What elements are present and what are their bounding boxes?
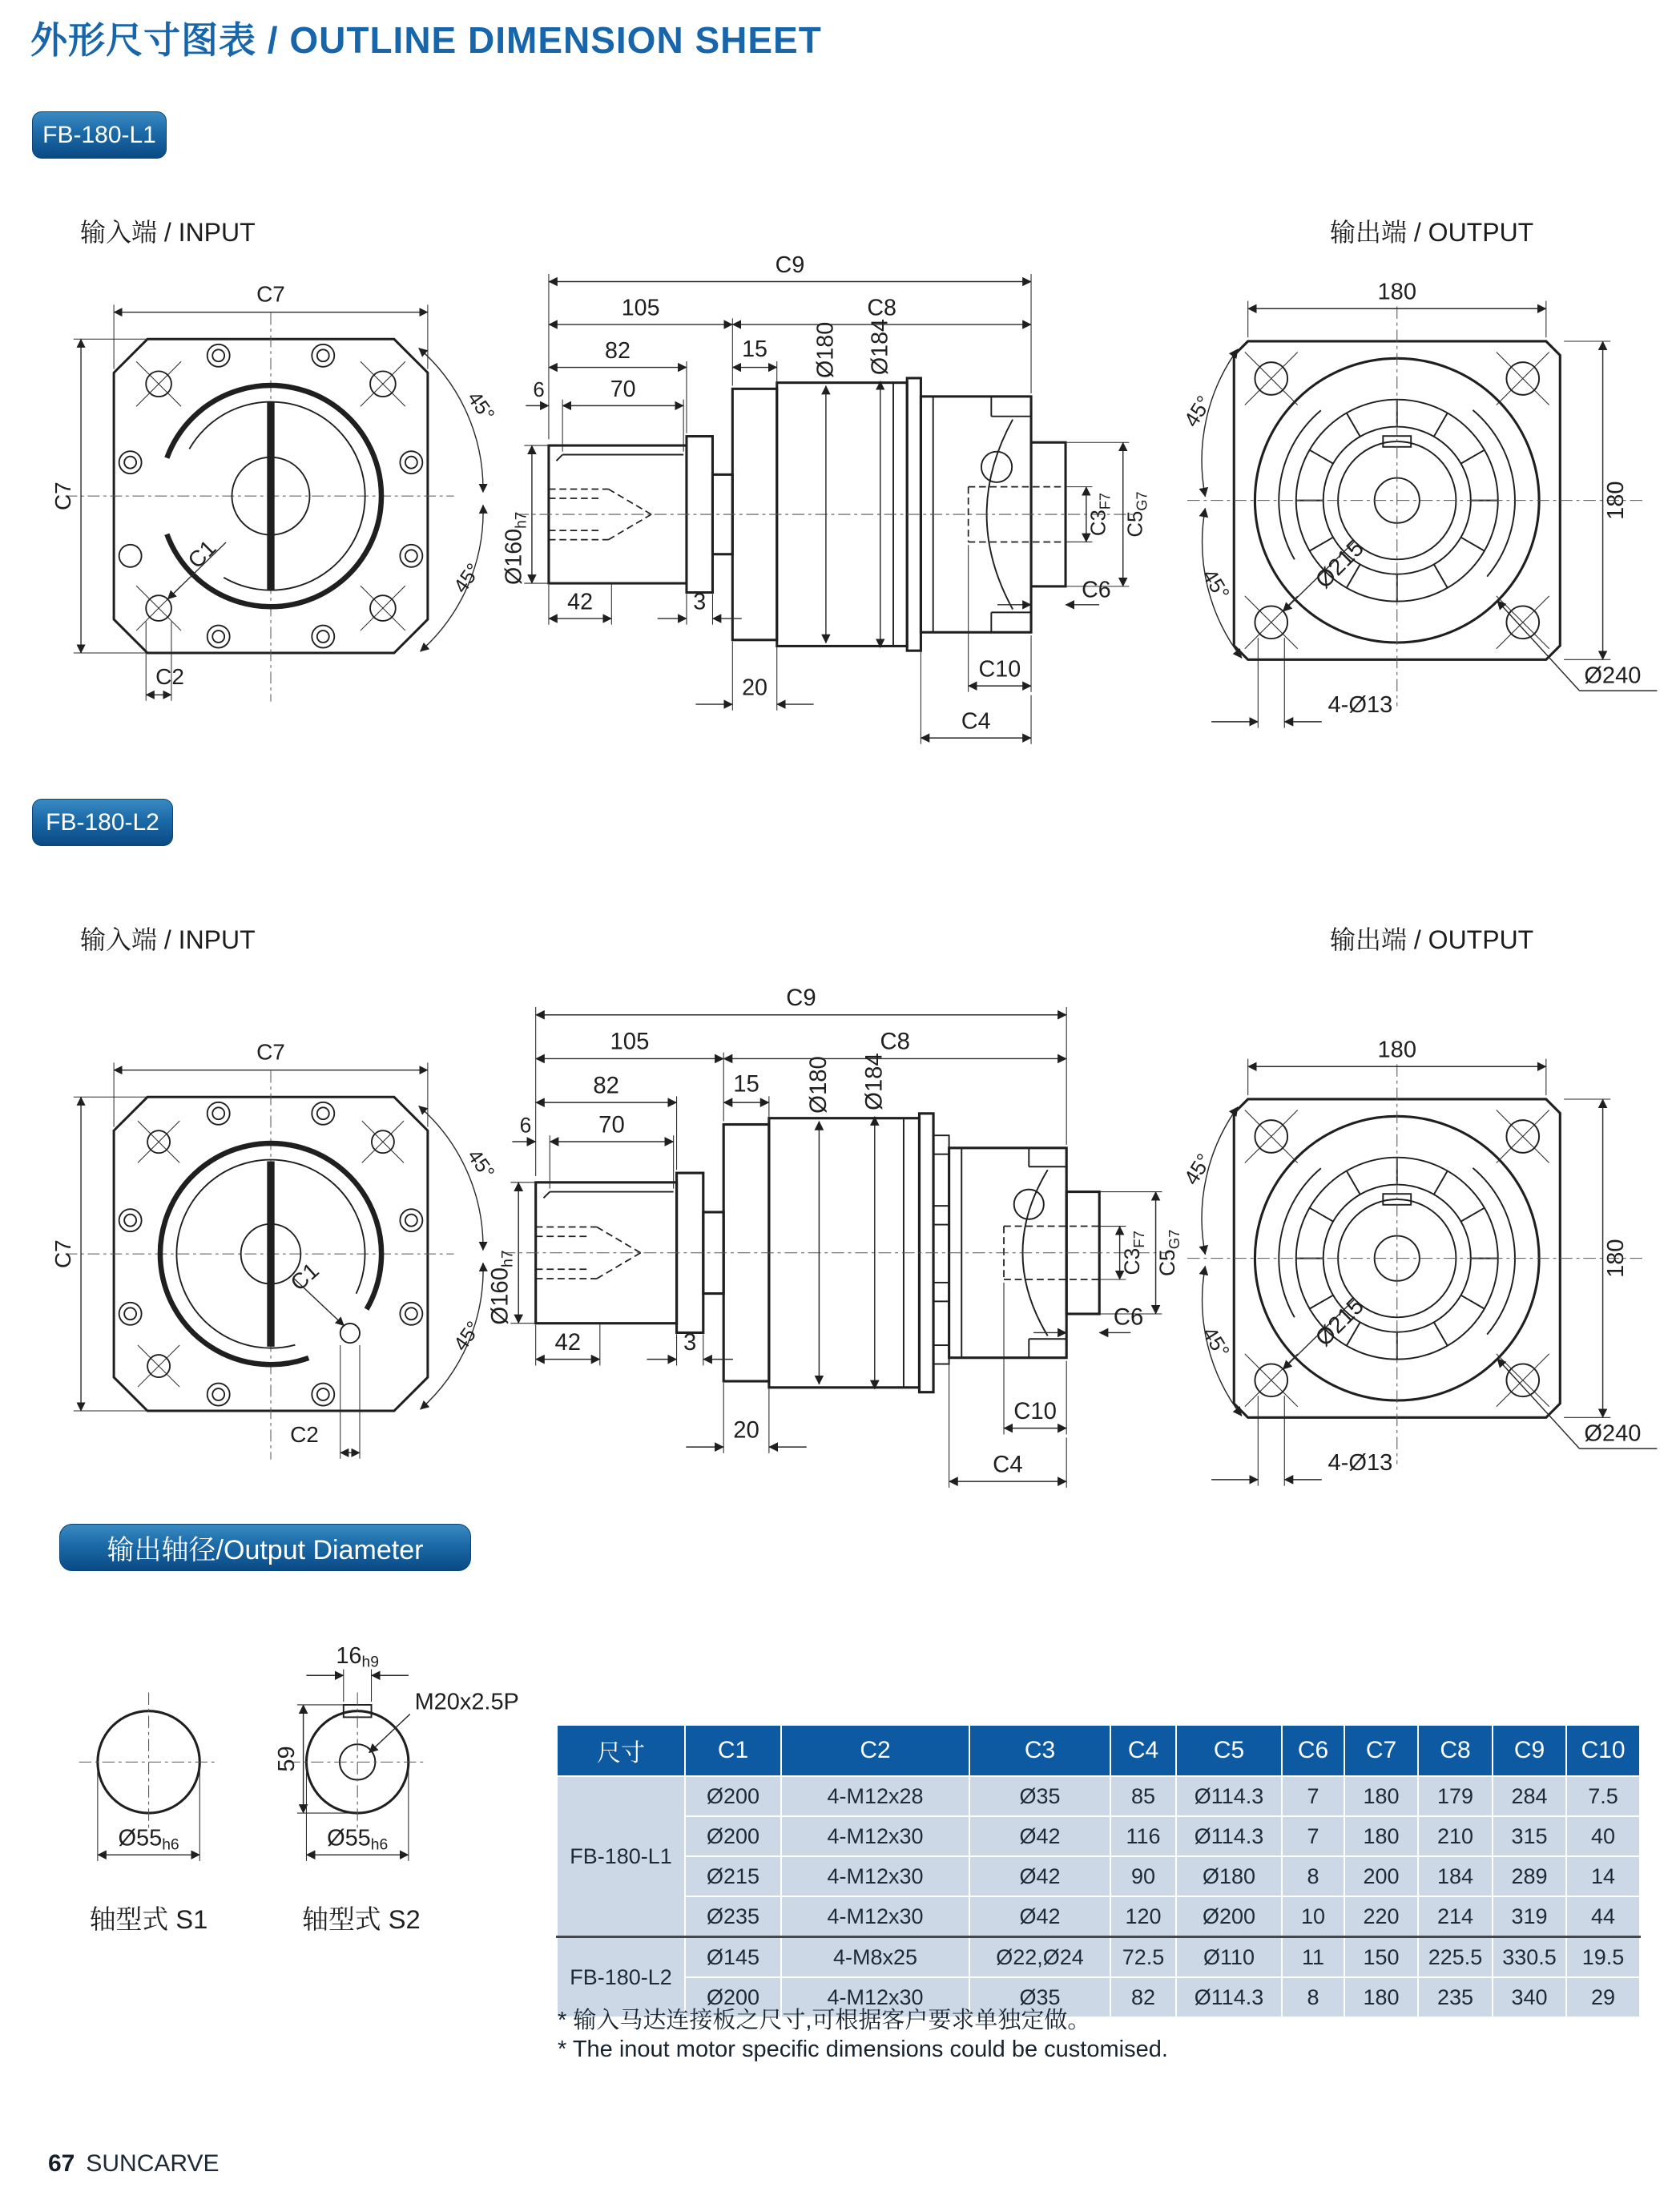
table-cell: Ø200 xyxy=(685,1776,781,1816)
table-cell: 235 xyxy=(1418,1977,1493,2017)
column-header-size: 尺寸 xyxy=(557,1725,685,1776)
dim-dia180: Ø180 xyxy=(812,321,839,378)
l2-input-label: 输入端 / INPUT xyxy=(80,925,256,954)
shaft-s1 xyxy=(79,1693,219,1934)
dim-dia240: Ø240 xyxy=(1584,1420,1642,1447)
dim-c4: C4 xyxy=(961,708,991,735)
dim-c2: C2 xyxy=(290,1422,319,1448)
dim-45-bot: 45° xyxy=(449,559,485,598)
dim-20: 20 xyxy=(733,1416,759,1444)
dimensions xyxy=(50,1040,499,1459)
dimension-table xyxy=(556,1724,1641,2018)
dim-c10: C10 xyxy=(978,656,1021,683)
table-cell: 220 xyxy=(1344,1896,1418,1937)
table-cell: 120 xyxy=(1110,1896,1176,1937)
group-label-fb-180-l2: FB-180-L2 xyxy=(557,1937,685,2018)
dim-3: 3 xyxy=(683,1328,697,1356)
table-cell: Ø42 xyxy=(969,1856,1110,1896)
table-cell: Ø110 xyxy=(1176,1937,1282,1978)
l1-output-drawing xyxy=(1160,240,1673,768)
dim-c3f7: $C3_{F7}$ xyxy=(1120,1231,1147,1275)
footnote-zh: * 输入马达连接板之尺寸,可根据客户要求单独定做。 xyxy=(558,2008,1091,2033)
dim-c1: C1 xyxy=(183,535,221,574)
table-cell: Ø145 xyxy=(685,1937,781,1978)
dim-59: 59 xyxy=(274,1746,300,1772)
model-badge-fb-180-l1: FB-180-L1 xyxy=(32,111,167,159)
table-cell: 72.5 xyxy=(1110,1937,1176,1978)
table-cell: 116 xyxy=(1110,1816,1176,1856)
table-cell: 180 xyxy=(1344,1816,1418,1856)
column-header-c10: C10 xyxy=(1566,1725,1640,1776)
table-row xyxy=(557,1937,1640,1978)
table-cell: 90 xyxy=(1110,1856,1176,1896)
dimensions xyxy=(487,985,1182,1488)
dim-45-top: 45° xyxy=(462,1145,499,1183)
table-cell: 210 xyxy=(1418,1816,1493,1856)
l2-input-drawing xyxy=(46,1000,499,1478)
table-header-row xyxy=(557,1725,1640,1776)
page-number: 67 xyxy=(48,2150,75,2177)
table-cell: 284 xyxy=(1493,1776,1566,1816)
table-cell: 40 xyxy=(1566,1816,1640,1856)
dim-c5g7: $C5_{G7}$ xyxy=(1124,491,1150,538)
dim-c1: C1 xyxy=(285,1258,324,1296)
shaft-s2 xyxy=(274,1643,519,1934)
dim-180-top: 180 xyxy=(1377,279,1417,305)
page-title: 外形尺寸图表 / OUTLINE DIMENSION SHEET xyxy=(30,19,822,61)
shaft-type-s2-caption: 轴型式 S2 xyxy=(302,1904,421,1934)
dim-dia240: Ø240 xyxy=(1584,663,1642,689)
table-cell: 319 xyxy=(1493,1896,1566,1937)
dim-4xdia13: 4-Ø13 xyxy=(1327,692,1393,719)
dim-dia55-s2: Ø55h6 xyxy=(327,1825,389,1854)
dim-dia215: Ø215 xyxy=(1311,535,1369,594)
dim-dia215: Ø215 xyxy=(1311,1293,1369,1352)
table-cell: 315 xyxy=(1493,1816,1566,1856)
table-cell: 184 xyxy=(1418,1856,1493,1896)
table-cell: 4-M12x30 xyxy=(781,1856,969,1896)
dim-15: 15 xyxy=(742,336,767,363)
dim-45-bot: 45° xyxy=(449,1317,485,1356)
column-header-c8: C8 xyxy=(1418,1725,1493,1776)
dim-45-top: 45° xyxy=(462,387,499,425)
l2-output-label: 输出端 / OUTPUT xyxy=(1330,925,1534,954)
dim-c3f7: $C3_{F7}$ xyxy=(1087,492,1114,537)
flange-outline xyxy=(1187,1064,1646,1464)
dim-c7-top: C7 xyxy=(256,281,285,307)
column-header-c9: C9 xyxy=(1493,1725,1566,1776)
table-cell: 7.5 xyxy=(1566,1776,1640,1816)
table-cell: 340 xyxy=(1493,1977,1566,2017)
table-cell: Ø22,Ø24 xyxy=(969,1937,1110,1978)
l2-output-drawing xyxy=(1160,998,1673,1526)
dim-c8: C8 xyxy=(867,295,896,321)
table-cell: 4-M8x25 xyxy=(781,1937,969,1978)
l1-output-label: 输出端 / OUTPUT xyxy=(1330,218,1534,247)
table-cell: Ø200 xyxy=(685,1977,781,2017)
flange-outline xyxy=(1187,306,1646,706)
dim-c7-left: C7 xyxy=(50,1239,76,1269)
dim-c7-top: C7 xyxy=(256,1039,285,1065)
dim-45-top: 45° xyxy=(1178,1149,1217,1190)
column-header-c4: C4 xyxy=(1110,1725,1176,1776)
shaft-type-s1-caption: 轴型式 S1 xyxy=(89,1904,208,1934)
table-cell: Ø35 xyxy=(969,1977,1110,2017)
dim-c10: C10 xyxy=(1013,1397,1057,1424)
table-cell: 200 xyxy=(1344,1856,1418,1896)
column-header-c5: C5 xyxy=(1176,1725,1282,1776)
table-cell: Ø200 xyxy=(685,1816,781,1856)
dim-dia184: Ø184 xyxy=(860,1053,888,1110)
dim-3: 3 xyxy=(693,589,707,615)
dim-dia55-s1: Ø55h6 xyxy=(118,1825,179,1854)
column-header-c2: C2 xyxy=(781,1725,969,1776)
table-cell: 7 xyxy=(1282,1776,1344,1816)
column-header-c7: C7 xyxy=(1344,1725,1418,1776)
dim-180-top: 180 xyxy=(1377,1037,1417,1063)
body-outline xyxy=(517,378,1137,651)
l2-side-drawing xyxy=(481,971,1186,1519)
table-cell: Ø215 xyxy=(685,1856,781,1896)
l1-side-drawing xyxy=(495,239,1154,775)
dim-c2: C2 xyxy=(155,664,184,690)
table-cell: 4-M12x28 xyxy=(781,1776,969,1816)
table-cell: 10 xyxy=(1282,1896,1344,1937)
dim-105: 105 xyxy=(621,295,660,321)
dim-dia160h7: $Ø160_{h7}$ xyxy=(501,511,530,585)
table-cell: 4-M12x30 xyxy=(781,1896,969,1937)
table-cell: Ø114.3 xyxy=(1176,1816,1282,1856)
dim-m20-thread: M20x2.5P xyxy=(414,1689,519,1715)
table-cell: 289 xyxy=(1493,1856,1566,1896)
table-cell: 225.5 xyxy=(1418,1937,1493,1978)
table-cell: Ø42 xyxy=(969,1896,1110,1937)
dim-82: 82 xyxy=(605,338,631,365)
dim-dia160h7: $Ø160_{h7}$ xyxy=(486,1250,517,1325)
table-cell: 8 xyxy=(1282,1977,1344,2017)
footnotes xyxy=(558,2006,1168,2065)
dim-c9: C9 xyxy=(786,984,816,1011)
table-cell: 85 xyxy=(1110,1776,1176,1816)
dim-45-top: 45° xyxy=(1178,391,1217,432)
table-cell: 29 xyxy=(1566,1977,1640,2017)
dim-42: 42 xyxy=(554,1328,582,1356)
dim-c7-left: C7 xyxy=(50,481,76,511)
column-header-c1: C1 xyxy=(685,1725,781,1776)
dim-16h9: 16h9 xyxy=(336,1642,379,1671)
dim-105: 105 xyxy=(610,1028,650,1055)
dim-c8: C8 xyxy=(880,1028,910,1055)
table-cell: 180 xyxy=(1344,1776,1418,1816)
table-cell: 19.5 xyxy=(1566,1937,1640,1978)
dim-4xdia13: 4-Ø13 xyxy=(1327,1450,1393,1477)
column-header-c6: C6 xyxy=(1282,1725,1344,1776)
table-cell: 8 xyxy=(1282,1856,1344,1896)
table-cell: 11 xyxy=(1282,1937,1344,1978)
dim-dia184: Ø184 xyxy=(867,319,893,376)
model-badge-fb-180-l2: FB-180-L2 xyxy=(32,799,173,846)
dim-180-right: 180 xyxy=(1602,1239,1629,1278)
table-cell: 4-M12x30 xyxy=(781,1816,969,1856)
dim-42: 42 xyxy=(567,589,594,615)
table-cell: Ø200 xyxy=(1176,1896,1282,1937)
table-row xyxy=(557,1896,1640,1937)
dim-c9: C9 xyxy=(775,252,805,279)
column-header-c3: C3 xyxy=(969,1725,1110,1776)
group-label-fb-180-l1: FB-180-L1 xyxy=(557,1776,685,1937)
dim-c4: C4 xyxy=(993,1451,1023,1478)
table-row xyxy=(557,1816,1640,1856)
l1-input-drawing xyxy=(46,242,499,720)
dim-70: 70 xyxy=(610,376,636,402)
dim-15: 15 xyxy=(733,1070,759,1098)
table-row xyxy=(557,1776,1640,1816)
table-cell: 14 xyxy=(1566,1856,1640,1896)
l1-input-label: 输入端 / INPUT xyxy=(80,218,256,247)
table-cell: Ø42 xyxy=(969,1816,1110,1856)
table-row xyxy=(557,1856,1640,1896)
dim-180-right: 180 xyxy=(1602,481,1629,520)
dim-45-bot: 45° xyxy=(1197,1322,1235,1363)
table-cell: Ø180 xyxy=(1176,1856,1282,1896)
table-cell: Ø235 xyxy=(685,1896,781,1937)
dim-c5g7: $C5_{G7}$ xyxy=(1155,1229,1182,1277)
table-cell: 4-M12x30 xyxy=(781,1977,969,2017)
dim-dia180: Ø180 xyxy=(805,1056,832,1114)
table-cell: 44 xyxy=(1566,1896,1640,1937)
footnote-en: * The inout motor specific dimensions could be customised. xyxy=(558,2037,1168,2063)
dim-20: 20 xyxy=(742,675,767,701)
table-cell: Ø114.3 xyxy=(1176,1977,1282,2017)
table-cell: 330.5 xyxy=(1493,1937,1566,1978)
dim-c6: C6 xyxy=(1113,1303,1144,1331)
dim-82: 82 xyxy=(593,1072,619,1099)
table-cell: Ø114.3 xyxy=(1176,1776,1282,1816)
table-cell: 180 xyxy=(1344,1977,1418,2017)
table-cell: 179 xyxy=(1418,1776,1493,1816)
output-diameter-badge: 输出轴径/Output Diameter xyxy=(59,1524,471,1571)
shaft-sections-drawing xyxy=(48,1615,519,1948)
dim-6: 6 xyxy=(519,1113,532,1138)
dim-70: 70 xyxy=(598,1111,625,1138)
dim-6: 6 xyxy=(533,378,545,401)
table-cell: Ø35 xyxy=(969,1776,1110,1816)
brand-name: SUNCARVE xyxy=(86,2150,220,2177)
page-footer xyxy=(48,2150,220,2178)
dim-45-bot: 45° xyxy=(1197,564,1235,605)
table-cell: 82 xyxy=(1110,1977,1176,2017)
dim-c6: C6 xyxy=(1082,577,1111,603)
dimensions xyxy=(50,282,499,701)
table-cell: 150 xyxy=(1344,1937,1418,1978)
body-outline xyxy=(503,1114,1170,1392)
table-cell: 7 xyxy=(1282,1816,1344,1856)
table-cell: 214 xyxy=(1418,1896,1493,1937)
